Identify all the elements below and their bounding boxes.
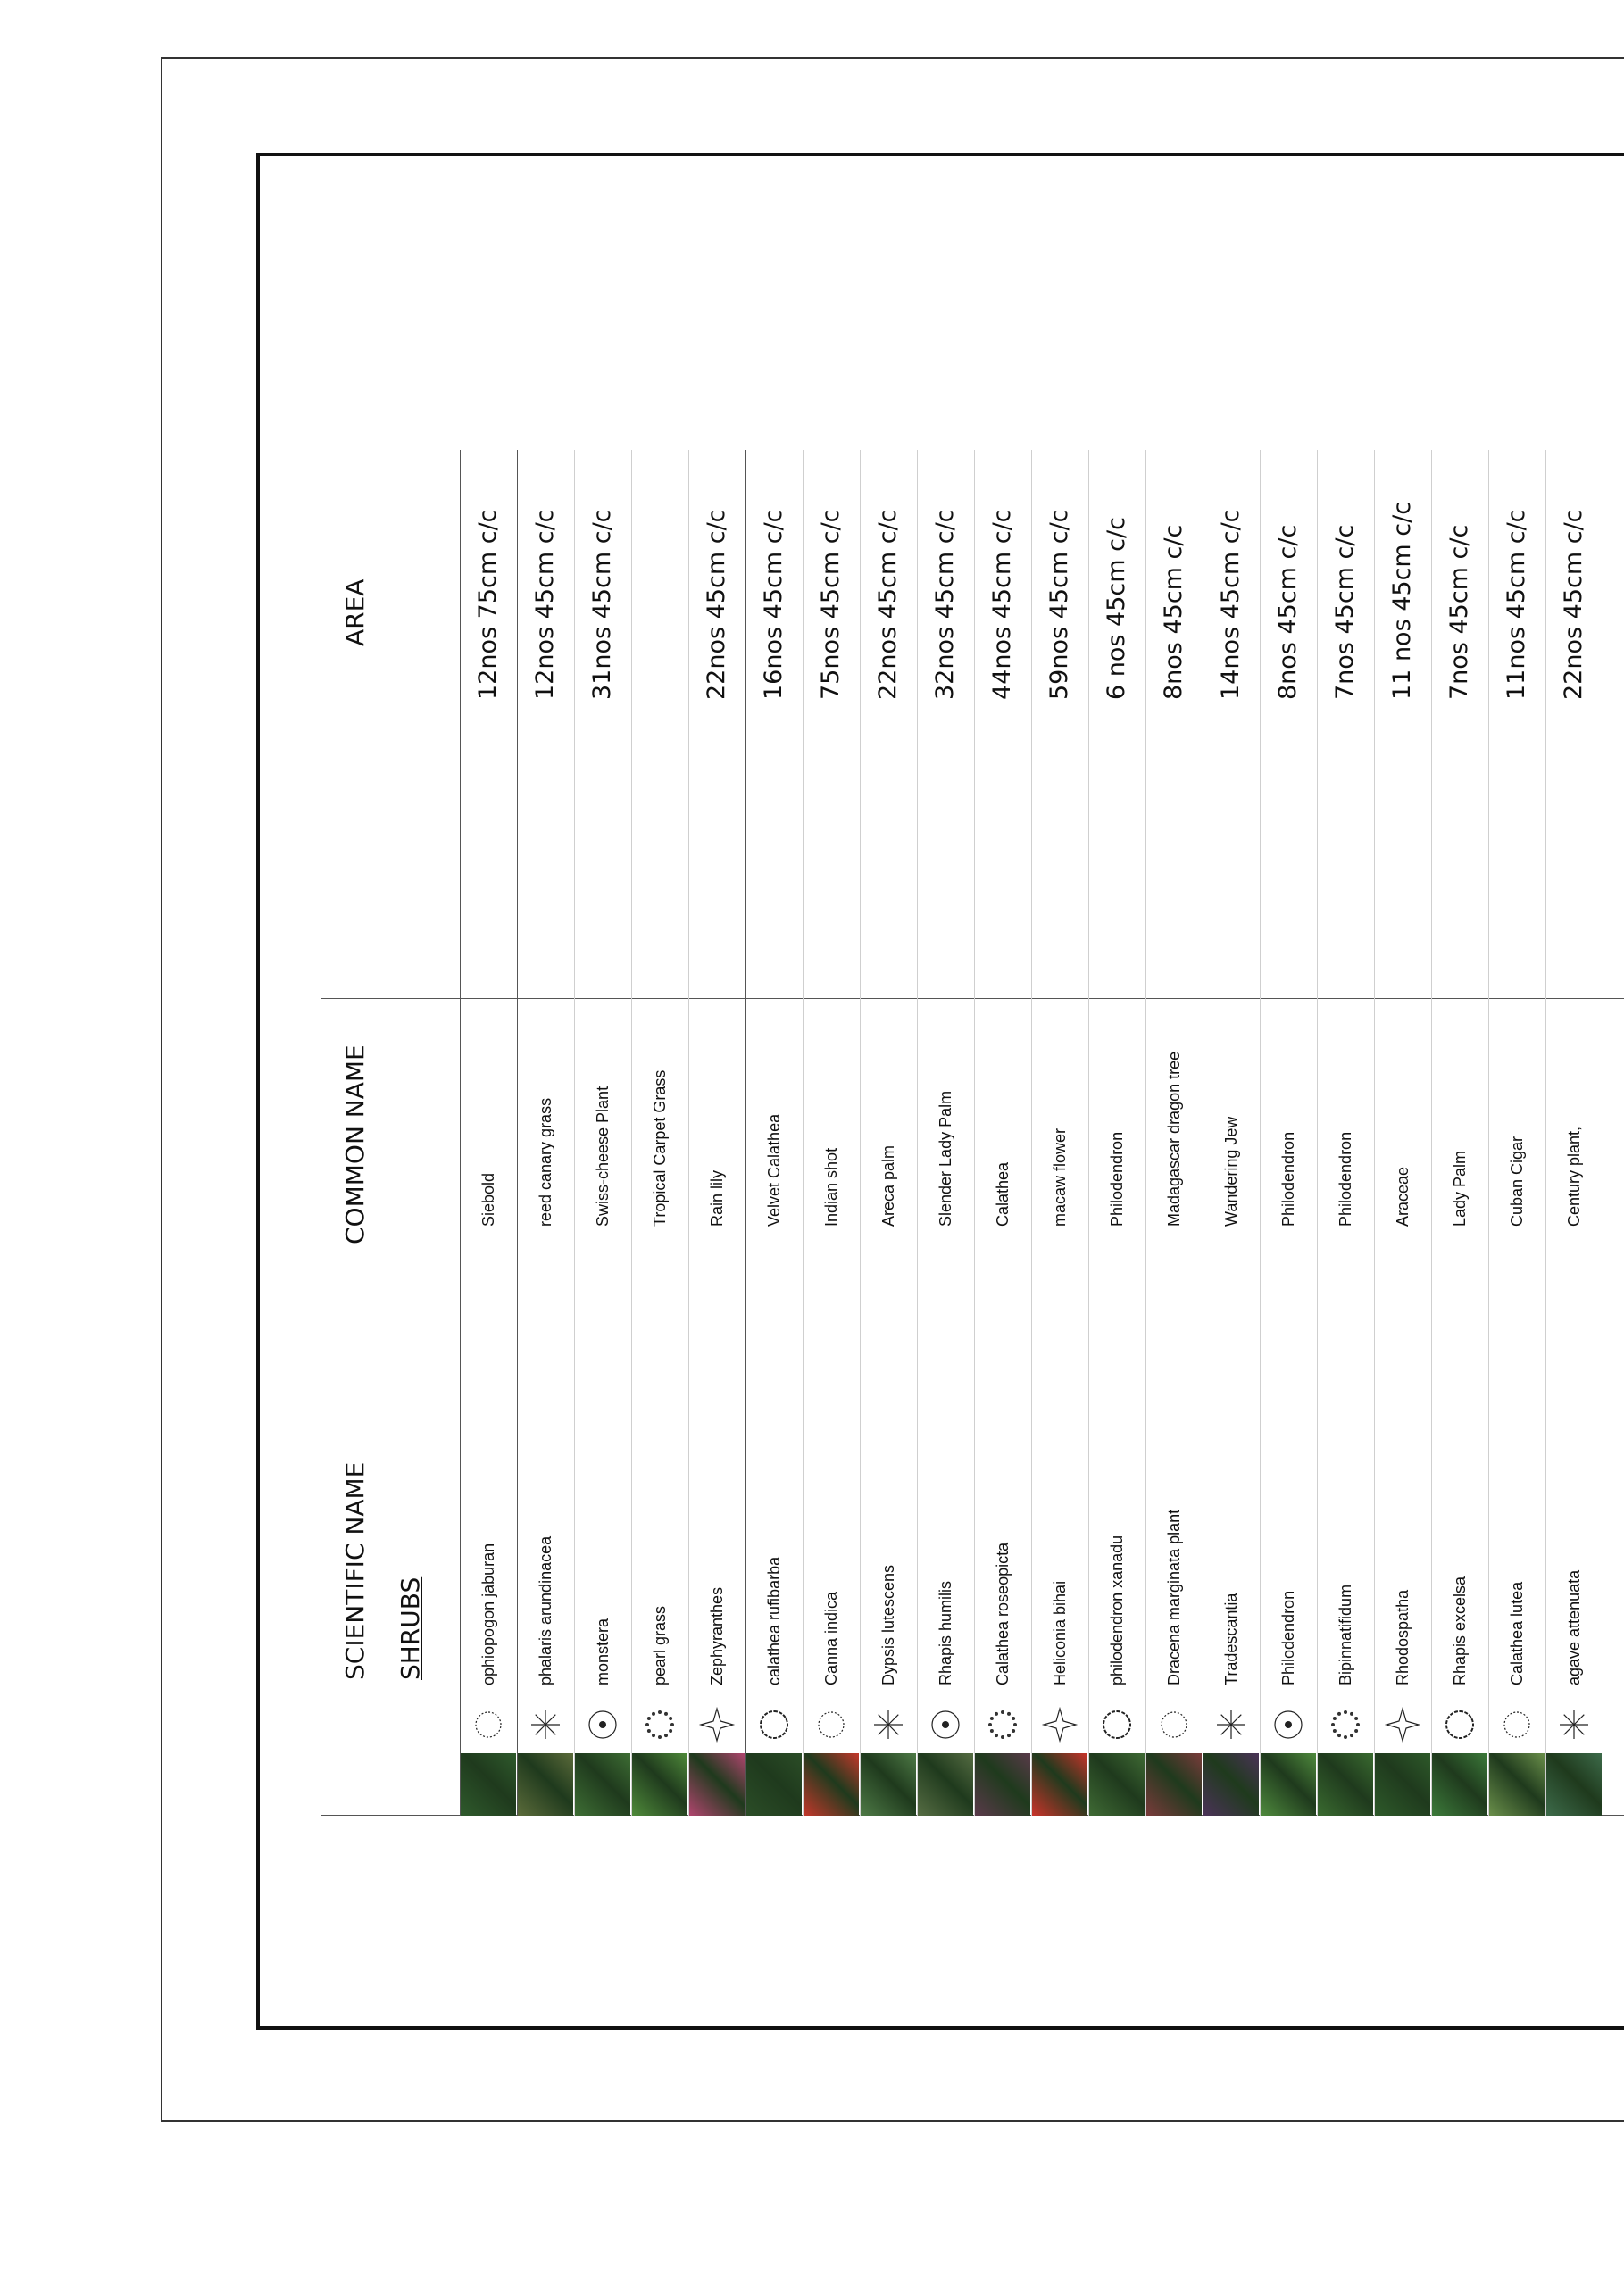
scalloped-circle-icon <box>1210 1703 1253 1746</box>
common-name-cell: Siebold <box>479 1172 497 1227</box>
section-label-shrubs: SHRUBS <box>396 1576 425 1680</box>
star-cluster-icon <box>524 1703 567 1746</box>
asterisk-icon <box>695 1703 738 1746</box>
table-row <box>460 450 518 1816</box>
plant-photo <box>1261 1753 1316 1816</box>
plant-photo <box>518 1753 573 1816</box>
scientific-name-cell: Bipinnatifidum <box>1337 1584 1354 1685</box>
plant-photo <box>861 1753 916 1816</box>
common-name-cell: Madagascar dragon tree <box>1165 1051 1183 1227</box>
common-name-cell: Tropical Carpet Grass <box>651 1069 669 1227</box>
flower-icon <box>810 1703 853 1746</box>
common-name-cell: Philodendron <box>1108 1131 1126 1227</box>
table-row <box>917 450 975 1816</box>
dense-blob-icon <box>753 1703 795 1746</box>
area-cell: 7nos 45cm c/c <box>1331 524 1359 700</box>
common-name-cell: Areca palm <box>879 1144 897 1227</box>
small-star-icon <box>1267 1703 1310 1746</box>
plant-photo <box>689 1753 745 1816</box>
common-name-cell: Calathea <box>994 1161 1012 1227</box>
table-row <box>1374 450 1432 1816</box>
common-name-cell: reed canary grass <box>537 1097 554 1227</box>
area-cell: 22nos 45cm c/c <box>1560 509 1587 700</box>
plant-photo <box>461 1753 516 1816</box>
common-name-cell: Century plant, <box>1565 1126 1583 1227</box>
spiky-leaf-icon <box>981 1703 1024 1746</box>
area-cell: 14nos 45cm c/c <box>1217 509 1245 700</box>
plant-photo <box>1318 1753 1373 1816</box>
radial-dots-icon <box>1438 1703 1481 1746</box>
planting-schedule-table <box>321 450 1624 1816</box>
table-row <box>974 450 1032 1816</box>
leaf-cross-icon <box>581 1703 624 1746</box>
plant-photo <box>1489 1753 1545 1816</box>
scientific-name-cell: pearl grass <box>651 1605 669 1685</box>
area-cell: 22nos 45cm c/c <box>703 509 730 700</box>
common-name-cell: Swiss-cheese Plant <box>594 1086 612 1227</box>
area-cell: 16nos 45cm c/c <box>760 509 787 700</box>
common-name-cell: Rain lily <box>708 1169 726 1227</box>
table-row <box>688 450 746 1816</box>
table-row <box>745 450 804 1816</box>
plant-photo <box>975 1753 1030 1816</box>
plant-photo <box>575 1753 630 1816</box>
agave-star-icon <box>1553 1703 1595 1746</box>
table-row <box>1145 450 1203 1816</box>
scientific-name-cell: phalaris arundinacea <box>537 1535 554 1685</box>
plant-photo <box>1032 1753 1087 1816</box>
scientific-name-cell: Canna indica <box>822 1591 840 1685</box>
table-row <box>860 450 918 1816</box>
plant-photo <box>1375 1753 1430 1816</box>
common-name-cell: macaw flower <box>1051 1127 1069 1227</box>
area-cell: 8nos 45cm c/c <box>1274 524 1302 700</box>
scientific-name-cell: Rhapis excelsa <box>1451 1576 1469 1685</box>
common-name-cell: Wandering Jew <box>1222 1116 1240 1227</box>
table-row <box>1260 450 1318 1816</box>
dotted-circle-icon <box>638 1703 681 1746</box>
fringed-circle-icon <box>1495 1703 1538 1746</box>
scientific-name-cell: Dracena marginata plant <box>1165 1509 1183 1685</box>
double-circle-icon <box>1095 1703 1138 1746</box>
common-name-cell: Philodendron <box>1279 1131 1297 1227</box>
plant-photo <box>1089 1753 1145 1816</box>
plant-photo <box>804 1753 859 1816</box>
area-cell: 11nos 45cm c/c <box>1503 509 1530 700</box>
ring-icon <box>467 1703 510 1746</box>
area-cell: 31nos 45cm c/c <box>588 509 616 700</box>
table-row <box>631 450 689 1816</box>
scientific-name-cell: Rhodospatha <box>1394 1589 1412 1685</box>
scientific-name-cell: Dypsis lutescens <box>879 1564 897 1685</box>
area-cell: 12nos 75cm c/c <box>474 509 502 700</box>
scientific-name-cell: Calathea lutea <box>1508 1581 1526 1685</box>
dot-circle-icon <box>1324 1703 1367 1746</box>
common-name-cell: Cuban Cigar <box>1508 1136 1526 1227</box>
table-row <box>1031 450 1089 1816</box>
burst-circle-icon <box>1153 1703 1195 1746</box>
scientific-name-cell: philodendron xanadu <box>1108 1535 1126 1685</box>
area-cell: 75nos 45cm c/c <box>817 509 845 700</box>
plant-photo <box>632 1753 687 1816</box>
common-name-cell: Slender Lady Palm <box>937 1090 954 1227</box>
area-cell: 22nos 45cm c/c <box>874 509 902 700</box>
table-row <box>1317 450 1375 1816</box>
area-cell: 8nos 45cm c/c <box>1160 524 1187 700</box>
palm-icon <box>867 1703 910 1746</box>
area-cell: 59nos 45cm c/c <box>1045 509 1073 700</box>
table-row <box>1203 450 1261 1816</box>
table-row <box>574 450 632 1816</box>
table-row <box>1488 450 1546 1816</box>
header-common-name: COMMON NAME <box>340 1044 370 1244</box>
scientific-name-cell: calathea rufibarba <box>765 1556 783 1685</box>
scientific-name-cell: Tradescantia <box>1222 1593 1240 1685</box>
common-name-cell: Indian shot <box>822 1147 840 1227</box>
plant-photo <box>1146 1753 1202 1816</box>
area-cell: 11 nos 45cm c/c <box>1388 501 1416 700</box>
table-row <box>1545 450 1603 1816</box>
plant-photo <box>746 1753 802 1816</box>
header-scientific-name: SCIENTIFIC NAME <box>340 1461 370 1680</box>
scientific-name-cell: Rhapis humilis <box>937 1580 954 1685</box>
table-header <box>321 450 461 1816</box>
area-cell: 12nos 45cm c/c <box>531 509 559 700</box>
plant-photo <box>918 1753 973 1816</box>
common-name-cell: Velvet Calathea <box>765 1113 783 1227</box>
table-row <box>1088 450 1146 1816</box>
scientific-name-cell: Heliconia bihai <box>1051 1580 1069 1685</box>
segmented-circle-icon <box>1381 1703 1424 1746</box>
scientific-name-cell: Philodendron <box>1279 1590 1297 1685</box>
header-area: AREA <box>340 578 370 646</box>
scientific-name-cell: Calathea roseopicta <box>994 1542 1012 1685</box>
common-name-cell: Araceae <box>1394 1166 1412 1227</box>
scientific-name-cell: Zephyranthes <box>708 1586 726 1685</box>
common-name-cell: Lady Palm <box>1451 1150 1469 1227</box>
area-cell: 44nos 45cm c/c <box>988 509 1016 700</box>
table-row <box>803 450 861 1816</box>
scientific-name-cell: monstera <box>594 1618 612 1685</box>
scientific-name-cell: agave attenuata <box>1565 1569 1583 1685</box>
table-row <box>517 450 575 1816</box>
area-cell: 7nos 45cm c/c <box>1445 524 1473 700</box>
scientific-name-cell: ophiopogon jaburan <box>479 1543 497 1685</box>
plant-photo <box>1203 1753 1259 1816</box>
area-cell: 32nos 45cm c/c <box>931 509 959 700</box>
thin-star-icon <box>1038 1703 1081 1746</box>
area-cell: 6 nos 45cm c/c <box>1103 517 1130 700</box>
table-row <box>1431 450 1489 1816</box>
plant-photo <box>1432 1753 1487 1816</box>
star-flower-icon <box>924 1703 967 1746</box>
common-name-cell: Philodendron <box>1337 1131 1354 1227</box>
plant-photo <box>1546 1753 1602 1816</box>
